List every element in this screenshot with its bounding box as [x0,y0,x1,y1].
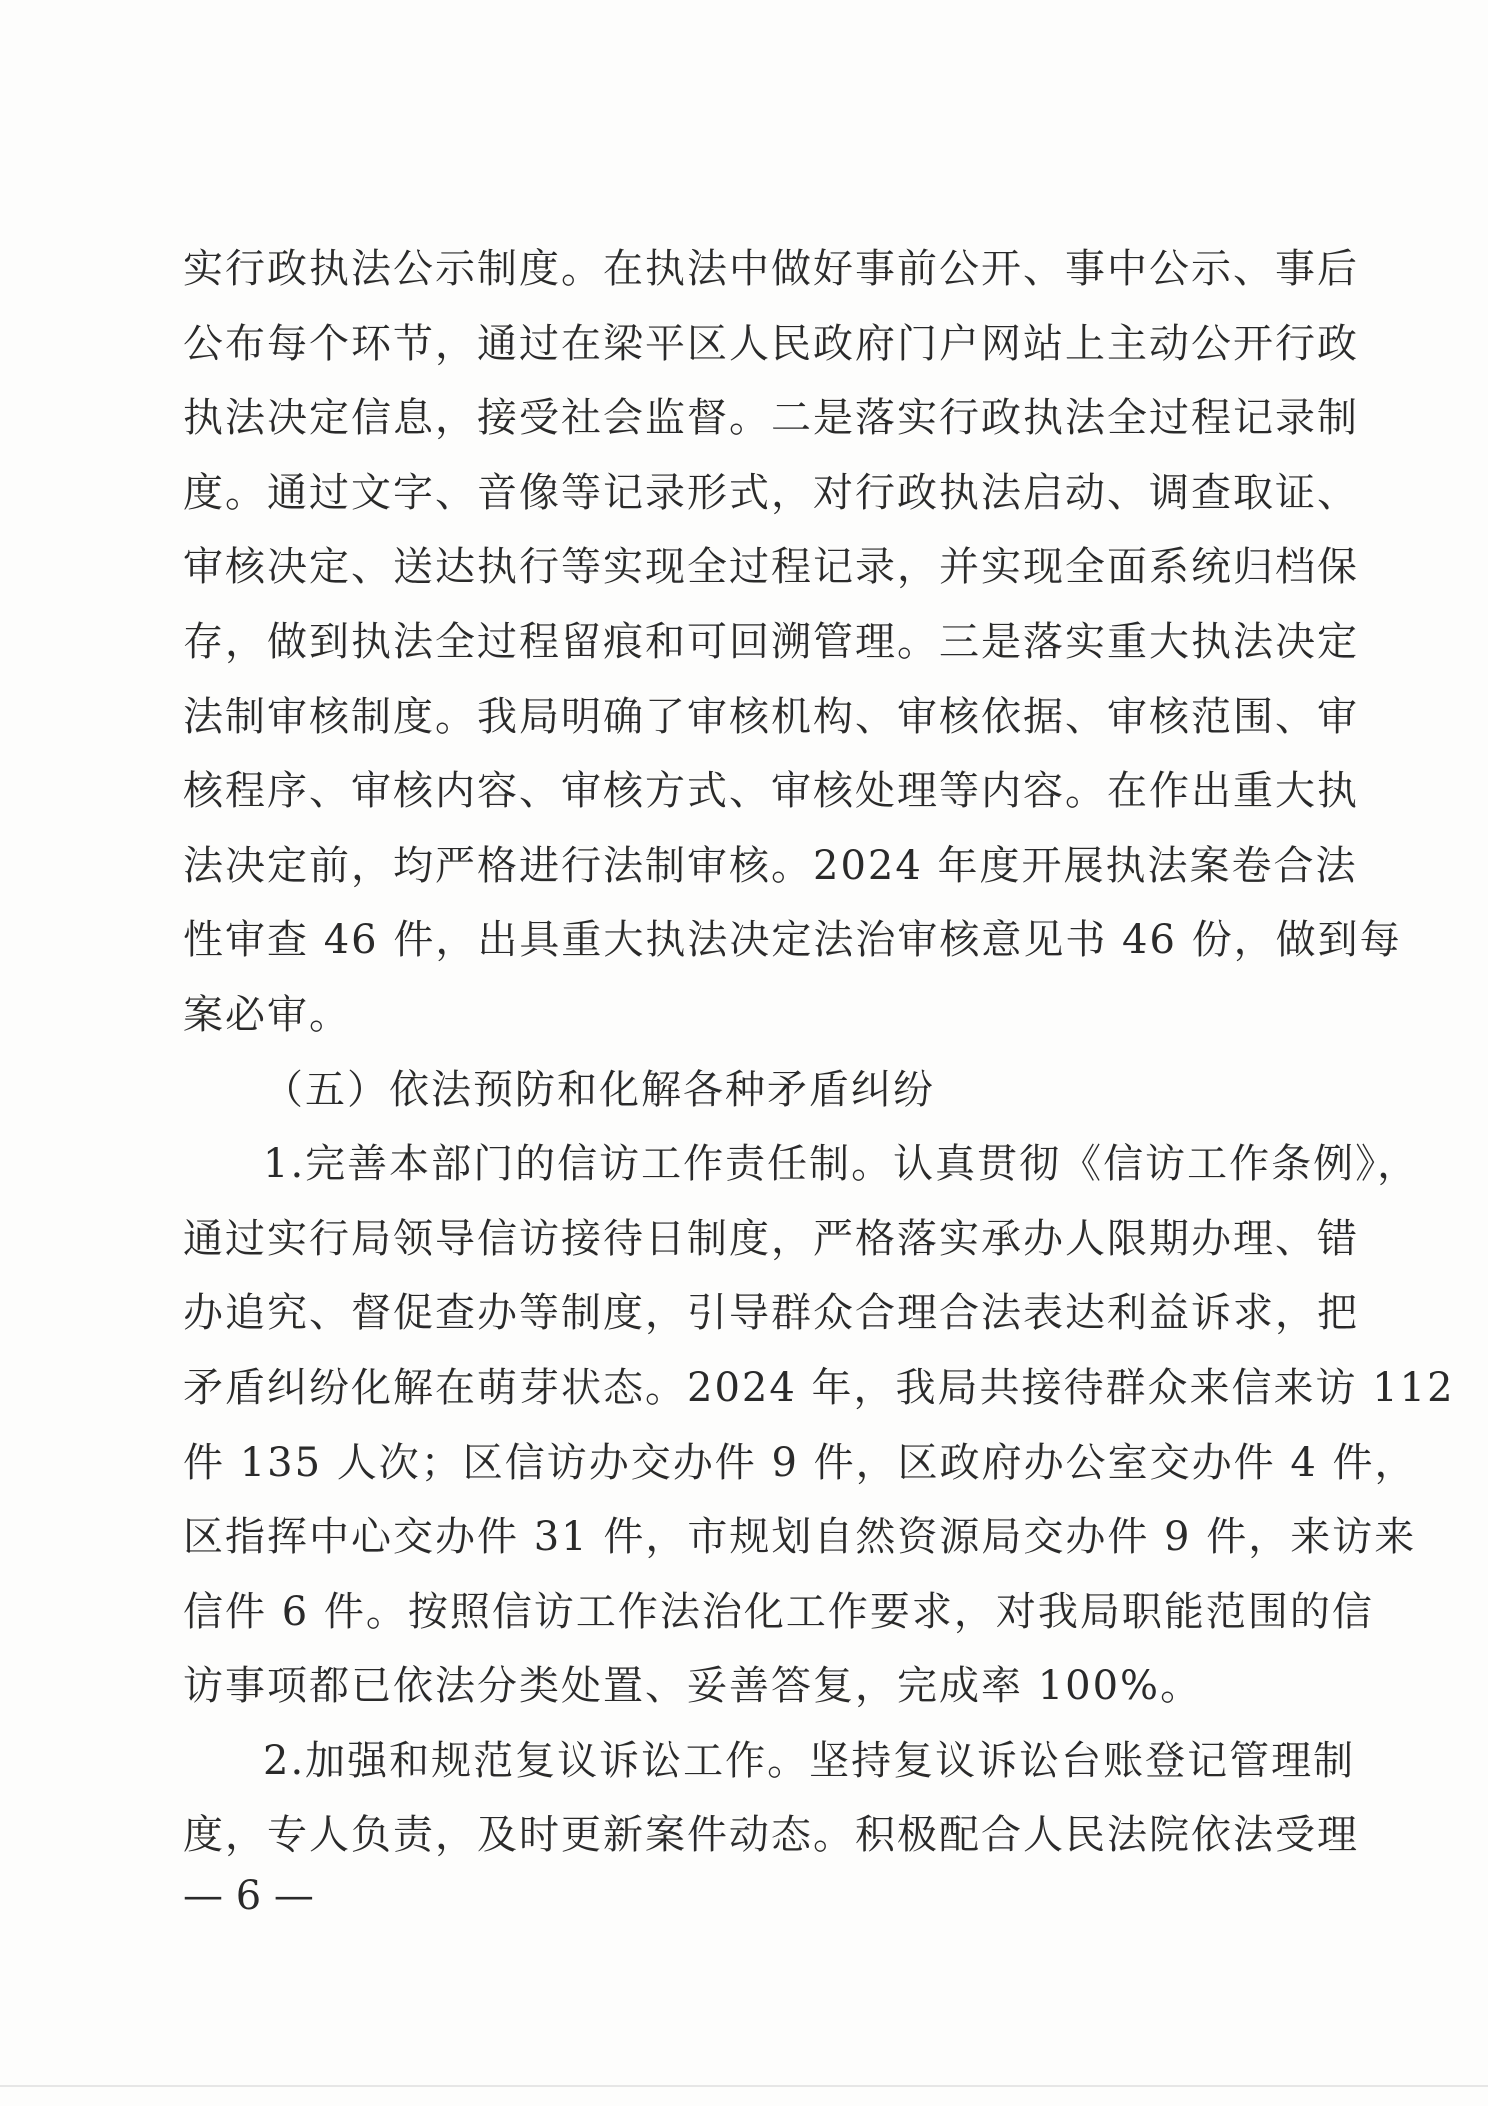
text-line: 通过实行局领导信访接待日制度，严格落实承办人限期办理、错 [183,1215,1359,1262]
text-line: 存，做到执法全过程留痕和可回溯管理。三是落实重大执法决定 [183,618,1359,665]
text-line: 法决定前，均严格进行法制审核。2024 年度开展执法案卷合法 [183,842,1358,889]
text-line: 执法决定信息，接受社会监督。二是落实行政执法全过程记录制 [183,395,1359,442]
text-line: 审核决定、送达执行等实现全过程记录，并实现全面系统归档保 [183,544,1359,591]
text-line: 核程序、审核内容、审核方式、审核处理等内容。在作出重大执 [183,768,1359,815]
text-line: 件 135 人次；区信访办交办件 9 件，区政府办公室交办件 4 件， [183,1439,1417,1486]
text-line: 访事项都已依法分类处置、妥善答复，完成率 100%。 [183,1663,1203,1710]
text-line: 公布每个环节，通过在梁平区人民政府门户网站上主动公开行政 [183,320,1359,367]
scan-edge-divider [0,2085,1488,2087]
text-line: 区指挥中心交办件 31 件，市规划自然资源局交办件 9 件，来访来 [183,1514,1417,1561]
text-line: 矛盾纠纷化解在萌芽状态。2024 年，我局共接待群众来信来访 112 [183,1364,1455,1411]
paragraph-first-line: 2.加强和规范复议诉讼工作。坚持复议诉讼台账登记管理制 [263,1737,1356,1784]
text-line: 案必审。 [183,991,351,1038]
text-line: 法制审核制度。我局明确了审核机构、审核依据、审核范围、审 [183,693,1359,740]
page-number: — 6 — [183,1873,314,1919]
document-body [183,232,1455,1873]
text-line: 实行政执法公示制度。在执法中做好事前公开、事中公示、事后 [183,246,1359,292]
text-line: 度，专人负责，及时更新案件动态。积极配合人民法院依法受理 [183,1812,1359,1859]
text-line: 办追究、督促查办等制度，引导群众合理合法表达利益诉求，把 [183,1290,1359,1337]
paragraph-first-line: 1.完善本部门的信访工作责任制。认真贯彻《信访工作条例》， [263,1141,1420,1188]
text-line: 性审查 46 件，出具重大执法决定法治审核意见书 46 份，做到每 [183,917,1402,964]
text-line: 信件 6 件。按照信访工作法治化工作要求，对我局职能范围的信 [183,1588,1374,1635]
section-heading: （五）依法预防和化解各种矛盾纠纷 [263,1066,935,1113]
text-line: 度。通过文字、音像等记录形式，对行政执法启动、调查取证、 [183,469,1359,516]
